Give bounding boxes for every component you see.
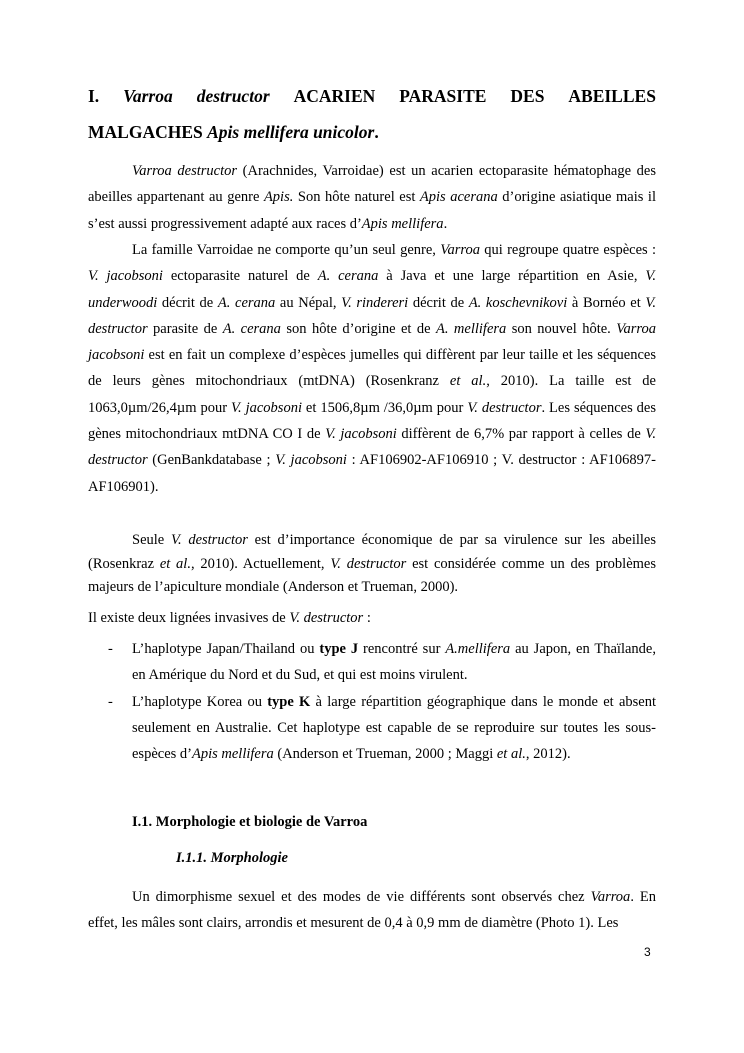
heading-word: Varroa [123, 86, 173, 106]
list-item: - L’haplotype Korea ou type K à large répartition géographique dans le monde et absent seulement en Australie. Cet haplotype est capable de se reproduire sur toutes les sous-espèces d’Apis mellifera (Anderson et Trueman, 2000 ; Maggi et al., 2012). [108, 693, 656, 763]
page-number: 3 [644, 945, 651, 959]
heading-number: I. [88, 86, 100, 106]
heading-word: ABEILLES [568, 86, 656, 106]
list-item: - L’haplotype Japan/Thailand ou type J rencontré sur A.mellifera au Japon, en Thaïlande, en Amérique du Nord et du Sud, et qui est moins virulent. [108, 641, 656, 684]
subsection-title: I.1.1. Morphologie [176, 850, 288, 866]
heading-word: ACARIEN [293, 86, 376, 106]
chapter-heading-line1 [88, 86, 656, 107]
heading-word: DES [510, 86, 545, 106]
paragraph-varroidae: La famille Varroidae ne comporte qu’un seul genre, Varroa qui regroupe quatre espèces : V. jacobsoni ectoparasite naturel de A. cerana à Java et une large répartition en Asie, V. underwoodi décrit de A. cerana au Népal, V. rindereri décrit de A. koschevnikovi à Bornéo et V. destructor parasite de A. cerana son hôte d’origine et de A. mellifera son nouvel hôte. Varroa jacobsoni est en fait un complexe d’espèces jumelles qui diffèrent par leur taille et les séquences de leurs gènes mitochondriaux (mtDNA) (Rosenkranz et al., 2010). La taille est de 1063,0µm/26,4µm pour V. jacobsoni et 1506,8µm /36,0µm pour V. destructor. Les séquences des gènes mitochondriaux mtDNA CO I de V. jacobsoni diffèrent de 6,7% par rapport à celles de V. destructor (GenBankdatabase ; V. jacobsoni : AF106902-AF106910 ; V. destructor : AF106897-AF106901). [88, 242, 657, 495]
paragraph-intro: Varroa destructor (Arachnides, Varroidae) est un acarien ectoparasite hématophage des abeilles appartenant au genre Apis. Son hôte naturel est Apis acerana d’origine asiatique mais il s’est aussi progressivement adapté aux races d’Apis mellifera. [88, 163, 656, 232]
section-title: I.1. Morphologie et biologie de Varroa [132, 814, 368, 830]
paragraph-lineages: Il existe deux lignées invasives de V. destructor : [88, 610, 371, 626]
paragraph-importance: Seule V. destructor est d’importance économique de par sa virulence sur les abeilles (Rosenkraz et al., 2010). Actuellement, V. destructor est considérée comme un des problèmes majeurs de l’apiculture mondiale (Anderson et Trueman, 2000). [88, 532, 656, 595]
haplotype-list [88, 636, 656, 767]
heading-word: PARASITE [399, 86, 487, 106]
chapter-heading-line2: MALGACHES Apis mellifera unicolor. [88, 122, 379, 142]
paragraph-morphology: Un dimorphisme sexuel et des modes de vie différents sont observés chez Varroa. En effet, les mâles sont clairs, arrondis et mesurent de 0,4 à 0,9 mm de diamètre (Photo 1). Les [88, 889, 656, 932]
heading-word: destructor [196, 86, 270, 106]
